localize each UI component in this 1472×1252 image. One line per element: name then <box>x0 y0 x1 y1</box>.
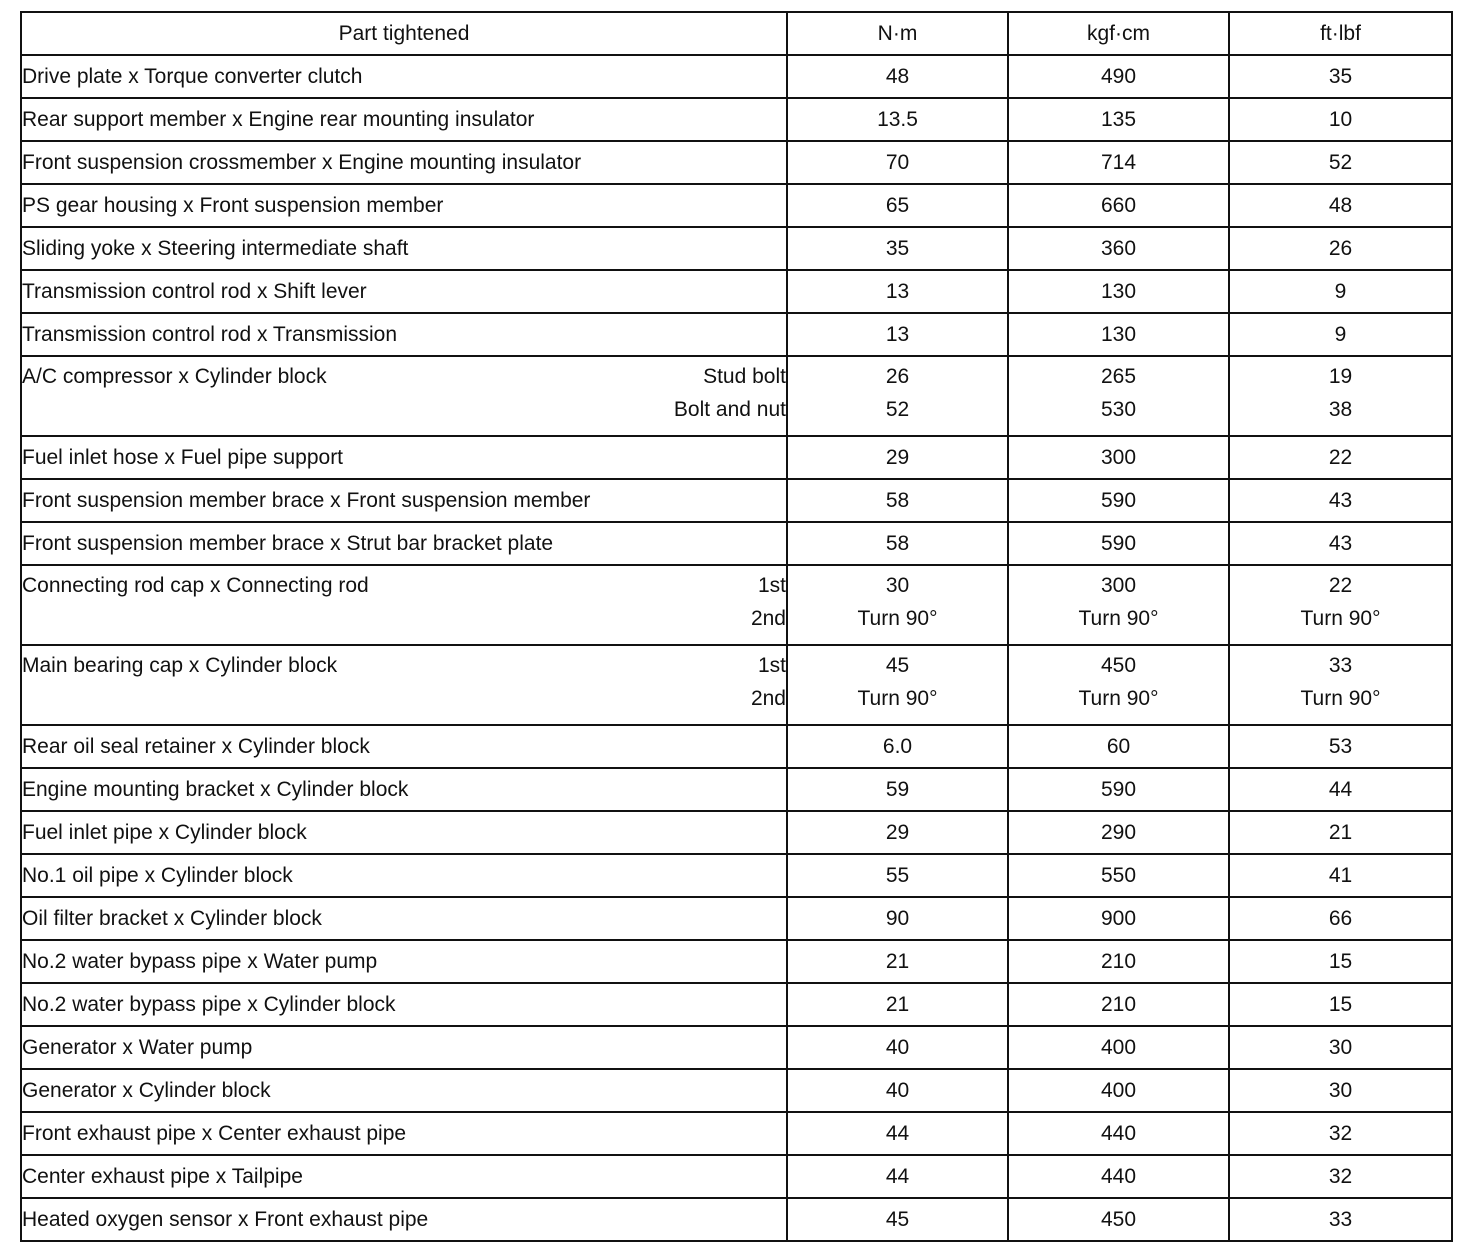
nm-cell-value: 58 <box>885 489 910 512</box>
ftlbf-cell-value: 35 <box>1328 65 1353 88</box>
table-row <box>21 1155 1452 1198</box>
kgfcm-cell-value: 590 <box>1100 778 1137 801</box>
kgfcm-cell <box>1008 811 1229 854</box>
ftlbf-cell <box>1229 565 1452 645</box>
ftlbf-cell <box>1229 98 1452 141</box>
ftlbf-cell-value: 30 <box>1328 1079 1353 1102</box>
kgfcm-cell <box>1008 1069 1229 1112</box>
ftlbf-cell-value: 30 <box>1328 1036 1353 1059</box>
table-row <box>21 356 1452 436</box>
nm-cell <box>787 811 1008 854</box>
kgfcm-cell-value: 440 <box>1100 1165 1137 1188</box>
table-row <box>21 897 1452 940</box>
ftlbf-cell <box>1229 356 1452 436</box>
part-name: Generator x Water pump <box>22 1036 253 1059</box>
ftlbf-cell <box>1229 227 1452 270</box>
part-sub-labels <box>751 649 786 715</box>
ftlbf-cell-value: 41 <box>1328 864 1353 887</box>
kgfcm-cell-value: 400 <box>1100 1036 1137 1059</box>
nm-cell <box>787 1112 1008 1155</box>
part-cell <box>21 479 787 522</box>
ftlbf-cell <box>1229 897 1452 940</box>
nm-cell-value: 13 <box>885 280 910 303</box>
ftlbf-cell <box>1229 184 1452 227</box>
part-cell <box>21 436 787 479</box>
ftlbf-cell <box>1229 1112 1452 1155</box>
table-body <box>21 55 1452 1241</box>
part-name: Sliding yoke x Steering intermediate shaft <box>22 237 409 260</box>
ftlbf-cell-value: 48 <box>1328 194 1353 217</box>
part-cell <box>21 854 787 897</box>
kgfcm-cell-value: 130 <box>1100 280 1137 303</box>
ftlbf-cell-value: 21 <box>1328 821 1353 844</box>
table-row <box>21 768 1452 811</box>
part-cell <box>21 227 787 270</box>
header-ftlbf: ft·lbf <box>1229 12 1452 55</box>
ftlbf-cell <box>1229 270 1452 313</box>
part-name: Front exhaust pipe x Center exhaust pipe <box>22 1122 407 1145</box>
nm-cell-value: 35 <box>885 237 910 260</box>
part-cell <box>21 1026 787 1069</box>
table-row <box>21 522 1452 565</box>
ftlbf-cell-value: 19 <box>1328 365 1353 388</box>
table-row <box>21 565 1452 645</box>
kgfcm-cell <box>1008 436 1229 479</box>
part-name: Drive plate x Torque converter clutch <box>22 65 363 88</box>
kgfcm-cell <box>1008 983 1229 1026</box>
kgfcm-cell <box>1008 522 1229 565</box>
ftlbf-cell-value: 33 <box>1328 1208 1353 1231</box>
part-cell <box>21 313 787 356</box>
part-sub-label: 1st <box>757 654 786 677</box>
part-cell <box>21 1155 787 1198</box>
kgfcm-cell-value: 590 <box>1100 489 1137 512</box>
part-cell <box>21 356 787 436</box>
ftlbf-cell <box>1229 854 1452 897</box>
nm-cell-value: 90 <box>885 907 910 930</box>
table-row <box>21 1112 1452 1155</box>
table-row <box>21 983 1452 1026</box>
kgfcm-cell <box>1008 1198 1229 1241</box>
nm-cell-value: 45 <box>885 1208 910 1231</box>
nm-cell <box>787 565 1008 645</box>
kgfcm-cell <box>1008 1155 1229 1198</box>
ftlbf-cell-value: 15 <box>1328 950 1353 973</box>
kgfcm-cell <box>1008 270 1229 313</box>
part-name: Rear oil seal retainer x Cylinder block <box>22 735 370 758</box>
nm-cell-value: 44 <box>885 1165 910 1188</box>
table-row <box>21 227 1452 270</box>
ftlbf-cell <box>1229 1026 1452 1069</box>
nm-cell-value: 13.5 <box>877 108 918 131</box>
nm-cell <box>787 184 1008 227</box>
nm-cell-value: 55 <box>885 864 910 887</box>
table-row <box>21 184 1452 227</box>
ftlbf-cell <box>1229 811 1452 854</box>
ftlbf-cell-value: Turn 90° <box>1300 687 1381 710</box>
part-cell <box>21 725 787 768</box>
nm-cell <box>787 983 1008 1026</box>
kgfcm-cell-value: 450 <box>1100 654 1137 677</box>
part-cell <box>21 1069 787 1112</box>
ftlbf-cell-value: 22 <box>1328 446 1353 469</box>
nm-cell-value: Turn 90° <box>857 607 938 630</box>
kgfcm-cell <box>1008 1026 1229 1069</box>
nm-cell-value: 44 <box>885 1122 910 1145</box>
ftlbf-cell <box>1229 1198 1452 1241</box>
table-row <box>21 725 1452 768</box>
part-name: Heated oxygen sensor x Front exhaust pipe <box>22 1208 429 1231</box>
table-row <box>21 1026 1452 1069</box>
table-row <box>21 1069 1452 1112</box>
nm-cell-value: 58 <box>885 532 910 555</box>
part-cell <box>21 983 787 1026</box>
part-name: Transmission control rod x Transmission <box>22 323 398 346</box>
torque-spec-table <box>20 11 1453 1242</box>
table-row <box>21 479 1452 522</box>
part-cell <box>21 645 787 725</box>
ftlbf-cell-value: 32 <box>1328 1122 1353 1145</box>
nm-cell <box>787 522 1008 565</box>
nm-cell-value: 52 <box>885 398 910 421</box>
nm-cell <box>787 227 1008 270</box>
nm-cell <box>787 854 1008 897</box>
kgfcm-cell <box>1008 1112 1229 1155</box>
ftlbf-cell-value: 9 <box>1334 323 1347 346</box>
part-name: No.2 water bypass pipe x Cylinder block <box>22 993 396 1016</box>
ftlbf-cell-value: 33 <box>1328 654 1353 677</box>
kgfcm-cell-value: 300 <box>1100 446 1137 469</box>
part-cell <box>21 184 787 227</box>
nm-cell <box>787 897 1008 940</box>
part-name: Connecting rod cap x Connecting rod <box>22 574 369 597</box>
nm-cell <box>787 436 1008 479</box>
part-cell <box>21 270 787 313</box>
kgfcm-cell <box>1008 356 1229 436</box>
part-cell <box>21 768 787 811</box>
part-name: Transmission control rod x Shift lever <box>22 280 367 303</box>
nm-cell <box>787 645 1008 725</box>
ftlbf-cell <box>1229 55 1452 98</box>
ftlbf-cell-value: 38 <box>1328 398 1353 421</box>
nm-cell <box>787 1069 1008 1112</box>
table-row <box>21 811 1452 854</box>
ftlbf-cell-value: 26 <box>1328 237 1353 260</box>
nm-cell <box>787 479 1008 522</box>
part-cell-content <box>22 569 786 635</box>
part-name: Front suspension member brace x Front suspension member <box>22 489 591 512</box>
nm-cell-value: 70 <box>885 151 910 174</box>
part-name: Engine mounting bracket x Cylinder block <box>22 778 409 801</box>
kgfcm-cell-value: 130 <box>1100 323 1137 346</box>
kgfcm-cell-value: 550 <box>1100 864 1137 887</box>
ftlbf-cell <box>1229 141 1452 184</box>
nm-cell <box>787 1198 1008 1241</box>
part-cell <box>21 940 787 983</box>
part-cell <box>21 98 787 141</box>
part-sub-label: 2nd <box>750 607 786 630</box>
ftlbf-cell-value: 32 <box>1328 1165 1353 1188</box>
part-name: Oil filter bracket x Cylinder block <box>22 907 322 930</box>
part-sub-labels <box>751 569 786 635</box>
part-sub-label: Bolt and nut <box>673 398 786 421</box>
nm-cell <box>787 356 1008 436</box>
kgfcm-cell <box>1008 55 1229 98</box>
nm-cell <box>787 313 1008 356</box>
part-cell-content <box>22 649 786 715</box>
ftlbf-cell <box>1229 940 1452 983</box>
kgfcm-cell <box>1008 184 1229 227</box>
kgfcm-cell-value: 290 <box>1100 821 1137 844</box>
part-name: Generator x Cylinder block <box>22 1079 271 1102</box>
part-name: Fuel inlet pipe x Cylinder block <box>22 821 307 844</box>
nm-cell-value: 29 <box>885 446 910 469</box>
nm-cell-value: 21 <box>885 993 910 1016</box>
header-part-tightened: Part tightened <box>21 12 787 55</box>
kgfcm-cell-value: 660 <box>1100 194 1137 217</box>
nm-cell-value: 21 <box>885 950 910 973</box>
nm-cell <box>787 768 1008 811</box>
kgfcm-cell-value: 210 <box>1100 993 1137 1016</box>
part-sub-label: Stud bolt <box>703 365 786 388</box>
kgfcm-cell-value: 265 <box>1100 365 1137 388</box>
nm-cell-value: 30 <box>885 574 910 597</box>
part-cell <box>21 897 787 940</box>
nm-cell <box>787 55 1008 98</box>
part-cell <box>21 1112 787 1155</box>
nm-cell <box>787 725 1008 768</box>
part-cell <box>21 811 787 854</box>
ftlbf-cell-value: 52 <box>1328 151 1353 174</box>
kgfcm-cell-value: 900 <box>1100 907 1137 930</box>
part-sub-labels <box>674 360 786 426</box>
part-cell <box>21 55 787 98</box>
kgfcm-cell <box>1008 940 1229 983</box>
part-cell <box>21 141 787 184</box>
kgfcm-cell <box>1008 897 1229 940</box>
kgfcm-cell-value: 400 <box>1100 1079 1137 1102</box>
table-row <box>21 645 1452 725</box>
ftlbf-cell-value: 15 <box>1328 993 1353 1016</box>
table-row <box>21 436 1452 479</box>
kgfcm-cell-value: 135 <box>1100 108 1137 131</box>
nm-cell <box>787 98 1008 141</box>
part-name: Main bearing cap x Cylinder block <box>22 654 338 677</box>
kgfcm-cell <box>1008 227 1229 270</box>
part-name: A/C compressor x Cylinder block <box>22 365 327 388</box>
ftlbf-cell-value: 43 <box>1328 532 1353 555</box>
kgfcm-cell-value: 530 <box>1100 398 1137 421</box>
ftlbf-cell <box>1229 983 1452 1026</box>
nm-cell <box>787 141 1008 184</box>
nm-cell-value: 40 <box>885 1036 910 1059</box>
ftlbf-cell-value: 9 <box>1334 280 1347 303</box>
kgfcm-cell-value: Turn 90° <box>1078 607 1159 630</box>
kgfcm-cell <box>1008 854 1229 897</box>
kgfcm-cell-value: 590 <box>1100 532 1137 555</box>
header-kgfcm: kgf·cm <box>1008 12 1229 55</box>
table-row <box>21 1198 1452 1241</box>
ftlbf-cell-value: 53 <box>1328 735 1353 758</box>
nm-cell-value: Turn 90° <box>857 687 938 710</box>
kgfcm-cell-value: 360 <box>1100 237 1137 260</box>
part-name: Front suspension member brace x Strut bar bracket plate <box>22 532 554 555</box>
kgfcm-cell <box>1008 768 1229 811</box>
table-row <box>21 98 1452 141</box>
kgfcm-cell <box>1008 565 1229 645</box>
nm-cell-value: 6.0 <box>882 735 913 758</box>
nm-cell <box>787 270 1008 313</box>
nm-cell-value: 26 <box>885 365 910 388</box>
table-row <box>21 854 1452 897</box>
part-name: No.1 oil pipe x Cylinder block <box>22 864 293 887</box>
kgfcm-cell-value: 714 <box>1100 151 1137 174</box>
nm-cell-value: 59 <box>885 778 910 801</box>
ftlbf-cell <box>1229 1155 1452 1198</box>
ftlbf-cell <box>1229 313 1452 356</box>
part-name: Center exhaust pipe x Tailpipe <box>22 1165 303 1188</box>
nm-cell-value: 40 <box>885 1079 910 1102</box>
nm-cell-value: 45 <box>885 654 910 677</box>
table-row <box>21 940 1452 983</box>
table-row <box>21 141 1452 184</box>
ftlbf-cell-value: Turn 90° <box>1300 607 1381 630</box>
kgfcm-cell <box>1008 725 1229 768</box>
header-nm: N·m <box>787 12 1008 55</box>
kgfcm-cell <box>1008 645 1229 725</box>
ftlbf-cell <box>1229 768 1452 811</box>
nm-cell-value: 48 <box>885 65 910 88</box>
ftlbf-cell <box>1229 1069 1452 1112</box>
part-name: Front suspension crossmember x Engine mounting insulator <box>22 151 582 174</box>
part-name: PS gear housing x Front suspension member <box>22 194 444 217</box>
kgfcm-cell <box>1008 98 1229 141</box>
kgfcm-cell-value: 490 <box>1100 65 1137 88</box>
part-name: Rear support member x Engine rear mounting insulator <box>22 108 535 131</box>
ftlbf-cell <box>1229 522 1452 565</box>
part-name: Fuel inlet hose x Fuel pipe support <box>22 446 344 469</box>
table-row <box>21 55 1452 98</box>
part-sub-label: 1st <box>757 574 786 597</box>
nm-cell-value: 13 <box>885 323 910 346</box>
part-cell-content <box>22 360 786 426</box>
ftlbf-cell-value: 10 <box>1328 108 1353 131</box>
ftlbf-cell-value: 66 <box>1328 907 1353 930</box>
ftlbf-cell <box>1229 436 1452 479</box>
kgfcm-cell <box>1008 141 1229 184</box>
ftlbf-cell <box>1229 645 1452 725</box>
kgfcm-cell-value: 210 <box>1100 950 1137 973</box>
nm-cell <box>787 1026 1008 1069</box>
table-row <box>21 270 1452 313</box>
kgfcm-cell-value: 300 <box>1100 574 1137 597</box>
table-header-row <box>21 12 1452 55</box>
part-cell <box>21 1198 787 1241</box>
part-cell <box>21 565 787 645</box>
kgfcm-cell <box>1008 479 1229 522</box>
ftlbf-cell <box>1229 725 1452 768</box>
nm-cell <box>787 940 1008 983</box>
part-name: No.2 water bypass pipe x Water pump <box>22 950 378 973</box>
ftlbf-cell <box>1229 479 1452 522</box>
nm-cell-value: 29 <box>885 821 910 844</box>
ftlbf-cell-value: 22 <box>1328 574 1353 597</box>
nm-cell <box>787 1155 1008 1198</box>
part-cell <box>21 522 787 565</box>
part-sub-label: 2nd <box>750 687 786 710</box>
ftlbf-cell-value: 43 <box>1328 489 1353 512</box>
kgfcm-cell-value: 440 <box>1100 1122 1137 1145</box>
kgfcm-cell-value: 60 <box>1106 735 1131 758</box>
ftlbf-cell-value: 44 <box>1328 778 1353 801</box>
table-row <box>21 313 1452 356</box>
kgfcm-cell <box>1008 313 1229 356</box>
nm-cell-value: 65 <box>885 194 910 217</box>
kgfcm-cell-value: Turn 90° <box>1078 687 1159 710</box>
kgfcm-cell-value: 450 <box>1100 1208 1137 1231</box>
